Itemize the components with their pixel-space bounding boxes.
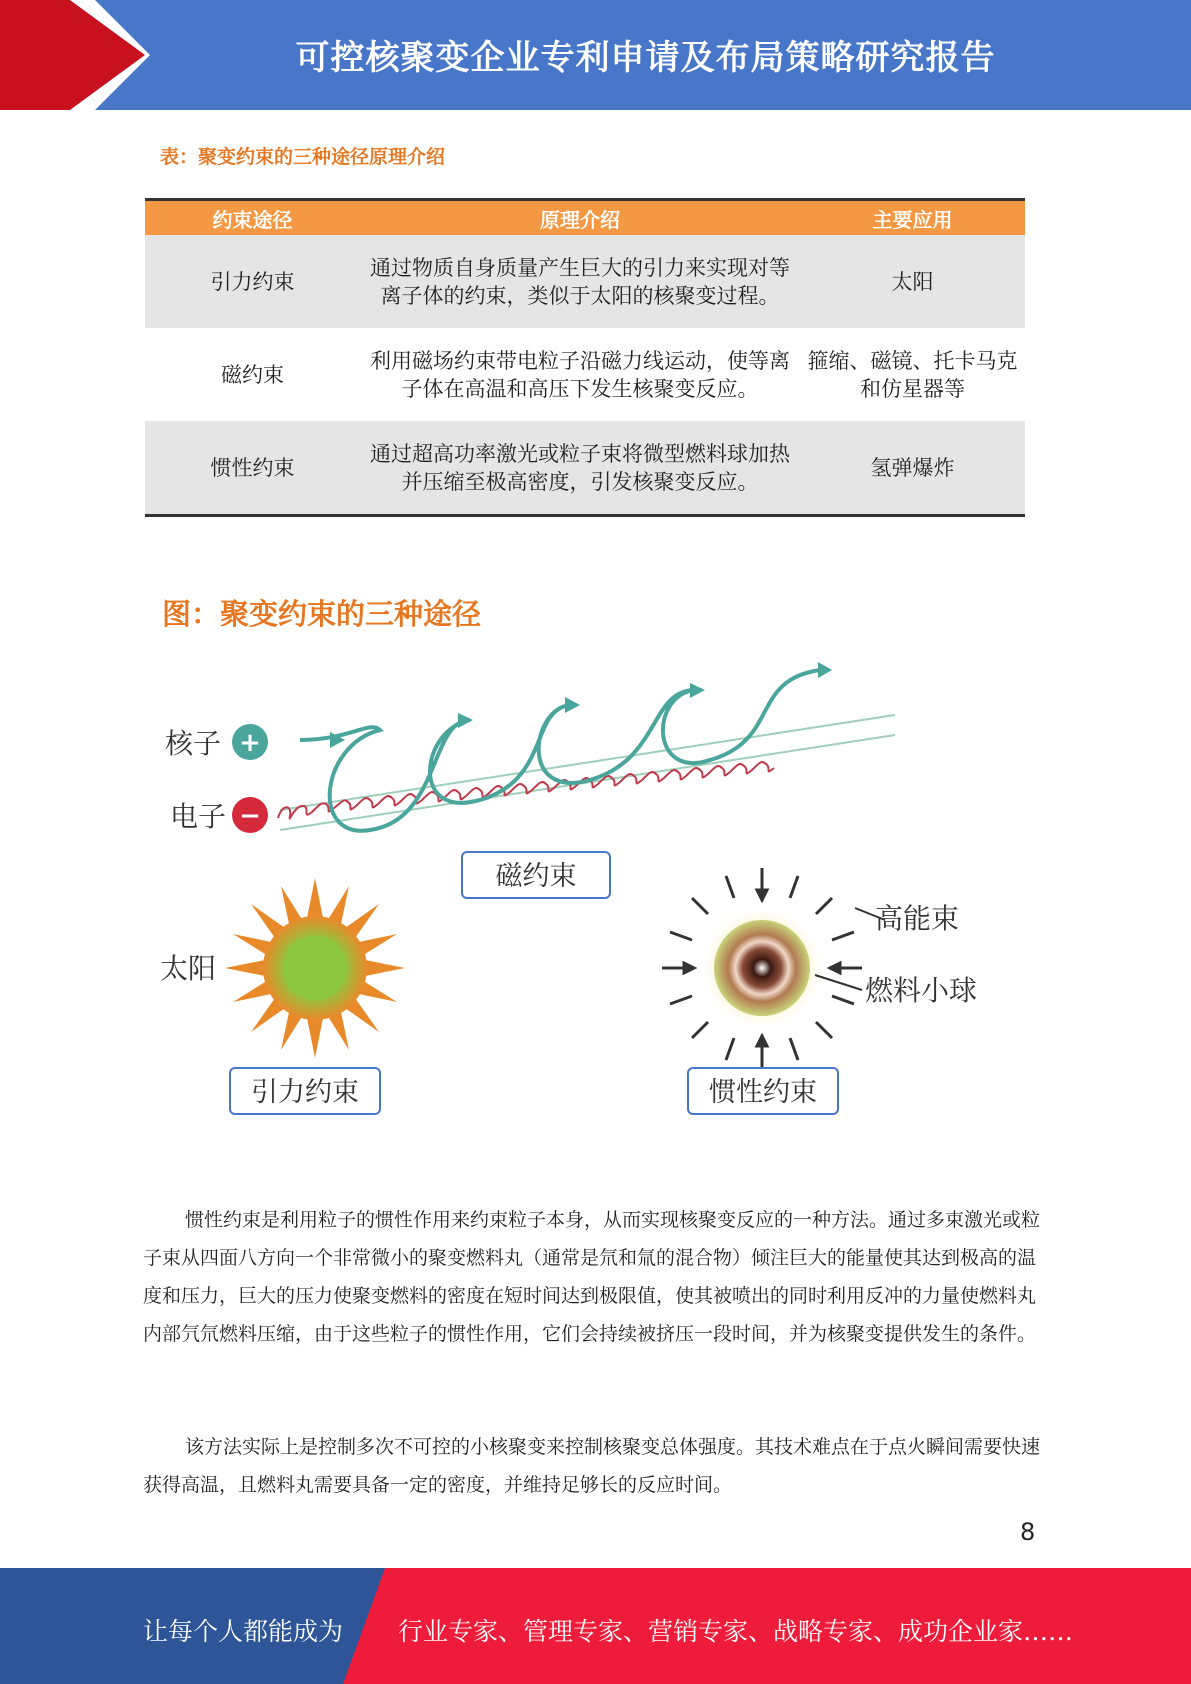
table-header-row [145,200,1025,236]
header-application: 主要应用 [872,207,953,232]
magnetic-label: 磁约束 [495,861,577,892]
minus-icon: − [239,801,261,831]
table-row [145,421,1025,516]
table-row [145,235,1025,328]
magnetic-label-box [462,852,610,898]
footer-slogan-left: 让每个人都能成为 [143,1617,344,1646]
cell-application: 氢弹爆炸 [870,455,955,480]
header-method: 约束途径 [212,207,293,232]
header-band [0,0,1191,110]
table-caption: 表：聚变约束的三种途径原理介绍 [160,146,446,168]
cell-method: 惯性约束 [210,455,295,480]
page-number: 8 [1020,1518,1036,1546]
table-row [145,328,1025,421]
sun-label: 太阳 [160,952,217,985]
electron-badge [232,797,268,833]
cell-principle: 通过物质自身质量产生巨大的引力来实现对等离子体的约束，类似于太阳的核聚变过程。 [370,255,790,308]
helix-arrowheads [330,662,832,748]
cell-principle: 利用磁场约束带电粒子沿磁力线运动，使等离子体在高温和高压下发生核聚变反应。 [370,348,790,401]
high-energy-beam-label: 高能束 [875,902,960,935]
nucleon-badge [232,724,268,760]
cell-principle: 通过超高功率激光或粒子束将微型燃料球加热并压缩至极高密度，引发核聚变反应。 [370,441,790,494]
sun-icon [225,878,405,1058]
fuel-pellet-label: 燃料小球 [865,974,978,1007]
confinement-diagram [150,650,1000,1140]
header-principle: 原理介绍 [540,207,620,232]
gravity-label-box [230,1068,380,1114]
cell-method: 引力约束 [210,269,295,294]
cell-method: 磁约束 [221,362,284,387]
gravity-label: 引力约束 [251,1077,359,1108]
header-arrow-icon [0,0,160,110]
inertial-label-box [688,1068,838,1114]
figure-caption: 图：聚变约束的三种途径 [162,597,482,631]
plus-icon: + [239,728,261,758]
footer-band [0,1568,1191,1684]
cell-application: 太阳 [891,269,934,294]
report-title: 可控核聚变企业专利申请及布局策略研究报告 [295,38,996,78]
nucleon-label: 核子 [165,727,222,760]
electron-label: 电子 [170,800,227,833]
electron-spiral [278,762,774,819]
nucleon-helix [300,670,820,831]
inertial-label: 惯性约束 [709,1077,817,1108]
footer-slogan-right: 行业专家、管理专家、营销专家、战略专家、成功企业家…… [398,1617,1074,1646]
fuel-pellet-icon [662,868,862,1068]
confinement-table [145,198,1025,517]
cell-application: 箍缩、磁镜、托卡马克和仿星器等 [807,348,1018,401]
body-paragraph: 该方法实际上是控制多次不可控的小核聚变来控制核聚变总体强度。其技术难点在于点火瞬间需要快速获得高温，且燃料丸需要具备一定的密度，并维持足够长的反应时间。 [143,1436,1041,1496]
body-paragraph: 惯性约束是利用粒子的惯性作用来约束粒子本身，从而实现核聚变反应的一种方法。通过多束激光或粒子束从四面八方向一个非常微小的聚变燃料丸（通常是氘和氚的混合物）倾注巨大的能量使其达到极高的温度和压力，巨大的压力使聚变燃料的密度在短时间达到极限值，使其被喷出的同时利用反冲的力量使燃料丸内部氕氘燃料压缩，由于这些粒子的惯性作用，它们会持续被挤压一段时间，并为核聚变提供发生的条件。 [143,1209,1041,1345]
